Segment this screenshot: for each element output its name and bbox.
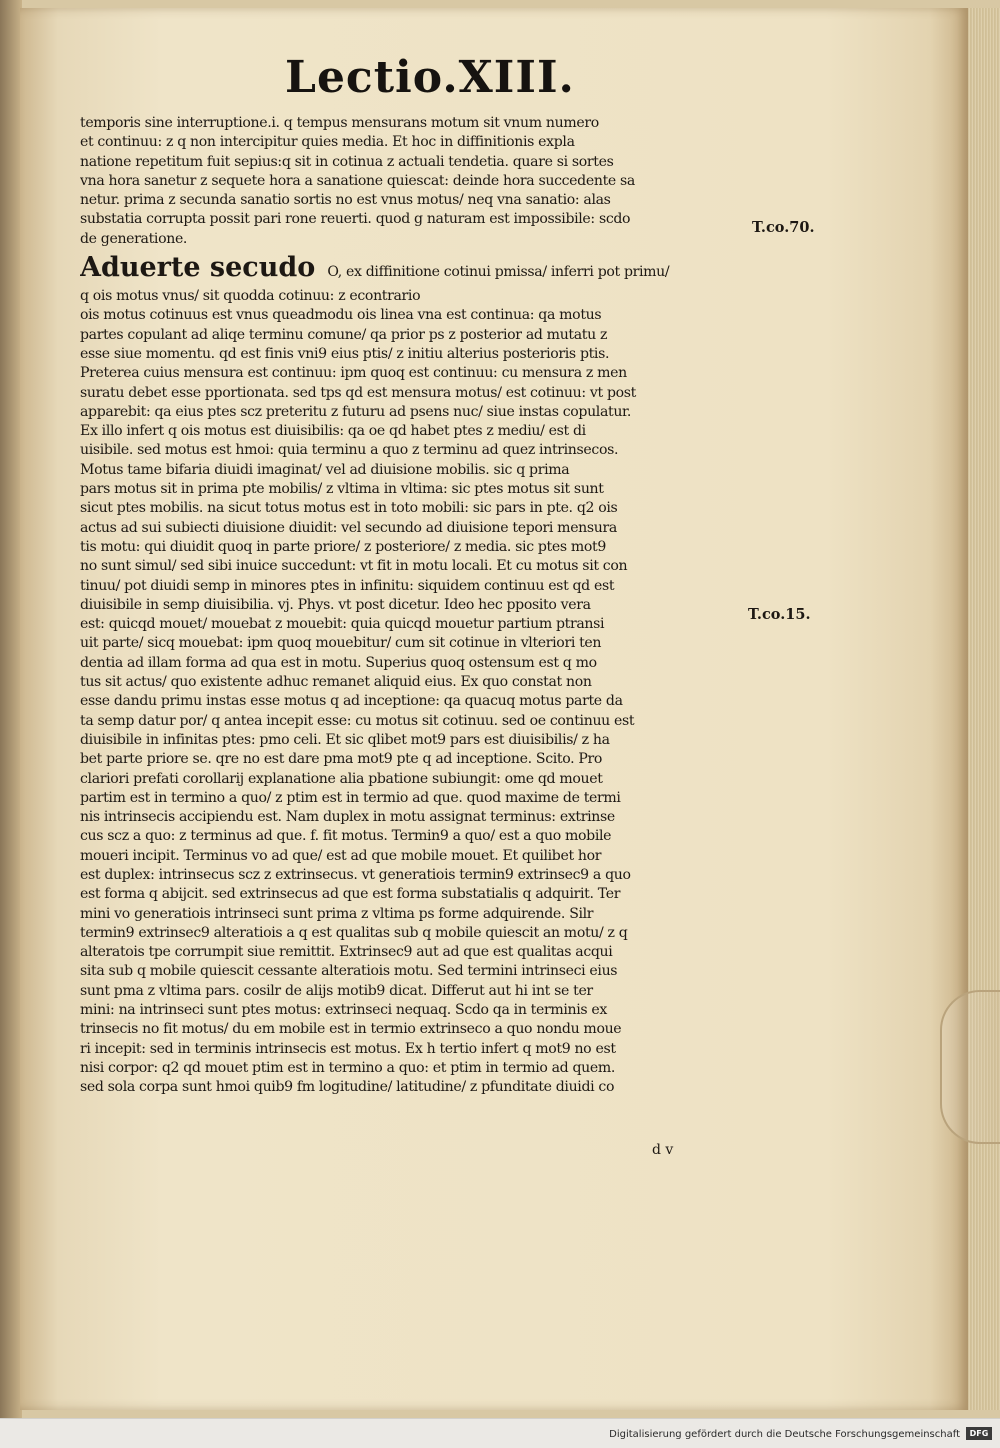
text-line: nis intrinsecis accipiendu est. Nam duplex in motu assignat terminus: extrinse xyxy=(80,809,615,826)
text-line: sita sub q mobile quiescit cessante alteratiois motu. Sed termini intrinseci eius xyxy=(80,963,618,980)
text-line: esse siue momentu. qd est finis vni9 eius ptis/ z initiu alterius posterioris ptis. xyxy=(80,345,610,362)
text-line: partes copulant ad aliqe terminu comune/ qa prior ps z posterior ad mutatu z xyxy=(80,326,608,343)
text-line: uisibile. sed motus est hmoi: quia terminu a quo z terminu ad quez intrinsecos. xyxy=(80,442,619,459)
text-line: Ex illo infert q ois motus est diuisibilis: qa oe qd habet ptes z mediu/ est di xyxy=(80,423,586,440)
text-line: mini: na intrinseci sunt ptes motus: extrinseci nequaq. Scdo qa in terminis ex xyxy=(80,1002,608,1019)
text-line: suratu debet esse pportionata. sed tps qd est mensura motus/ est cotinuu: vt post xyxy=(80,384,636,401)
section-line: O, ex diffinitione cotinui pmissa/ inferri pot primu/ xyxy=(327,264,670,281)
text-line: cus scz a quo: z terminus ad que. f. fit motus. Termin9 a quo/ est a quo mobile xyxy=(80,828,612,845)
page-heading: Lectio.XIII. xyxy=(285,52,575,103)
text-line: de generatione. xyxy=(80,230,188,247)
text-line: uit parte/ sicq mouebat: ipm quoq mouebitur/ cum sit cotinue in vlteriori ten xyxy=(80,635,602,652)
footer-credit: Digitalisierung gefördert durch die Deutsche Forschungsgemeinschaft xyxy=(609,1429,960,1440)
text-line: est: quicqd mouet/ mouebat z mouebit: quia quicqd mouetur partium ptransi xyxy=(80,616,605,633)
text-line: diuisibile in infinitas ptes: pmo celi. Et sic qlibet mot9 pars est diuisibilis/ z ha xyxy=(80,731,610,748)
text-line: apparebit: qa eius ptes scz preteritu z futuru ad psens nuc/ siue instas copulatur. xyxy=(80,403,632,420)
page-edges xyxy=(968,8,1000,1410)
text-block xyxy=(80,114,750,1098)
margin-note: T.co.15. xyxy=(748,606,811,623)
text-line: actus ad sui subiecti diuisione diuidit: vel secundo ad diuisione tepori mensura xyxy=(80,519,617,536)
text-line: moueri incipit. Terminus vo ad que/ est ad que mobile mouet. Et quilibet hor xyxy=(80,847,602,864)
text-line: substatia corrupta possit pari rone reuerti. quod g naturam est impossibile: scdo xyxy=(80,211,631,228)
text-line: Preterea cuius mensura est continuu: ipm quoq est continuu: cu mensura z men xyxy=(80,365,627,382)
text-line: Motus tame bifaria diuidi imaginat/ vel ad diuisione mobilis. sic q prima xyxy=(80,461,570,478)
margin-note: T.co.70. xyxy=(752,219,815,236)
text-line: sicut ptes mobilis. na sicut totus motus est in toto mobili: sic pars in pte. q2 ois xyxy=(80,500,618,517)
signature-mark: d v xyxy=(652,1142,674,1158)
text-line: pars motus sit in prima pte mobilis/ z vltima in vltima: sic ptes motus sit sunt xyxy=(80,481,604,498)
text-line: alteratois tpe corrumpit siue remittit. Extrinsec9 aut ad que est qualitas acqui xyxy=(80,944,613,961)
text-line: est duplex: intrinsecus scz z extrinsecus. vt generatiois termin9 extrinsec9 a quo xyxy=(80,866,631,883)
text-line: esse dandu primu instas esse motus q ad inceptione: qa quacuq motus parte da xyxy=(80,693,623,710)
section-opening-line xyxy=(80,249,750,287)
text-line: vna hora sanetur z sequete hora a sanatione quiescat: deinde hora succedente sa xyxy=(80,172,635,189)
text-line: tinuu/ pot diuidi semp in minores ptes in infinitu: siquidem continuu est qd est xyxy=(80,577,615,594)
text-line: bet parte priore se. qre no est dare pma mot9 pte q ad inceptione. Scito. Pro xyxy=(80,751,603,768)
text-line: et continuu: z q non intercipitur quies media. Et hoc in diffinitionis expla xyxy=(80,134,575,151)
text-line: ois motus cotinuus est vnus queadmodu ois linea vna est continua: qa motus xyxy=(80,307,602,324)
text-line: tis motu: qui diuidit quoq in parte priore/ z posteriore/ z media. sic ptes mot9 xyxy=(80,538,606,555)
text-line: natione repetitum fuit sepius:q sit in cotinua z actuali tendetia. quare si sortes xyxy=(80,153,614,170)
text-line: ri incepit: sed in terminis intrinsecis est motus. Ex h tertio infert q mot9 no est xyxy=(80,1040,616,1057)
text-line: termin9 extrinsec9 alteratiois a q est qualitas sub q mobile quiescit an motu/ z q xyxy=(80,924,628,941)
text-line: tus sit actus/ quo existente adhuc remanet aliquid eius. Ex quo constat non xyxy=(80,674,592,691)
text-line: nisi corpor: q2 qd mouet ptim est in termino a quo: et ptim in termio ad quem. xyxy=(80,1059,616,1076)
text-line: netur. prima z secunda sanatio sortis no est vnus motus/ neq vna sanatio: alas xyxy=(80,192,611,209)
page-clip xyxy=(940,990,1000,1144)
text-line: trinsecis no fit motus/ du em mobile est in termio extrinseco a quo nondu moue xyxy=(80,1021,622,1038)
footer-bar xyxy=(0,1418,1000,1448)
dfg-logo: DFG xyxy=(966,1427,992,1440)
text-line: ta semp datur por/ q antea incepit esse: cu motus sit cotinuu. sed oe continuu est xyxy=(80,712,635,729)
text-line: diuisibile in semp diuisibilia. vj. Phys. vt post dicetur. Ideo hec pposito vera xyxy=(80,596,591,613)
text-line: q ois motus vnus/ sit quodda cotinuu: z econtrario xyxy=(80,288,421,305)
text-line: clariori prefati corollarij explanatione alia pbatione subiungit: ome qd mouet xyxy=(80,770,603,787)
text-line: partim est in termino a quo/ z ptim est in termio ad que. quod maxime de termi xyxy=(80,789,621,806)
text-line: dentia ad illam forma ad qua est in motu. Superius quoq ostensum est q mo xyxy=(80,654,597,671)
text-line: temporis sine interruptione.i. q tempus mensurans motum sit vnum numero xyxy=(80,115,599,131)
text-line: sunt pma z vltima pars. cosilr de alijs motib9 dicat. Differut aut hi int se ter xyxy=(80,982,593,999)
binding-shadow xyxy=(0,0,22,1418)
text-line: no sunt simul/ sed sibi inuice succedunt: vt fit in motu locali. Et cu motus sit con xyxy=(80,558,628,575)
text-line: sed sola corpa sunt hmoi quib9 fm logitudine/ latitudine/ z pfunditate diuidi co xyxy=(80,1079,615,1096)
section-initial: Aduerte secudo xyxy=(80,252,316,284)
text-line: est forma q abijcit. sed extrinsecus ad que est forma substatialis q adquirit. Ter xyxy=(80,886,621,903)
text-line: mini vo generatiois intrinseci sunt prima z vltima ps forme adquirende. Silr xyxy=(80,905,594,922)
